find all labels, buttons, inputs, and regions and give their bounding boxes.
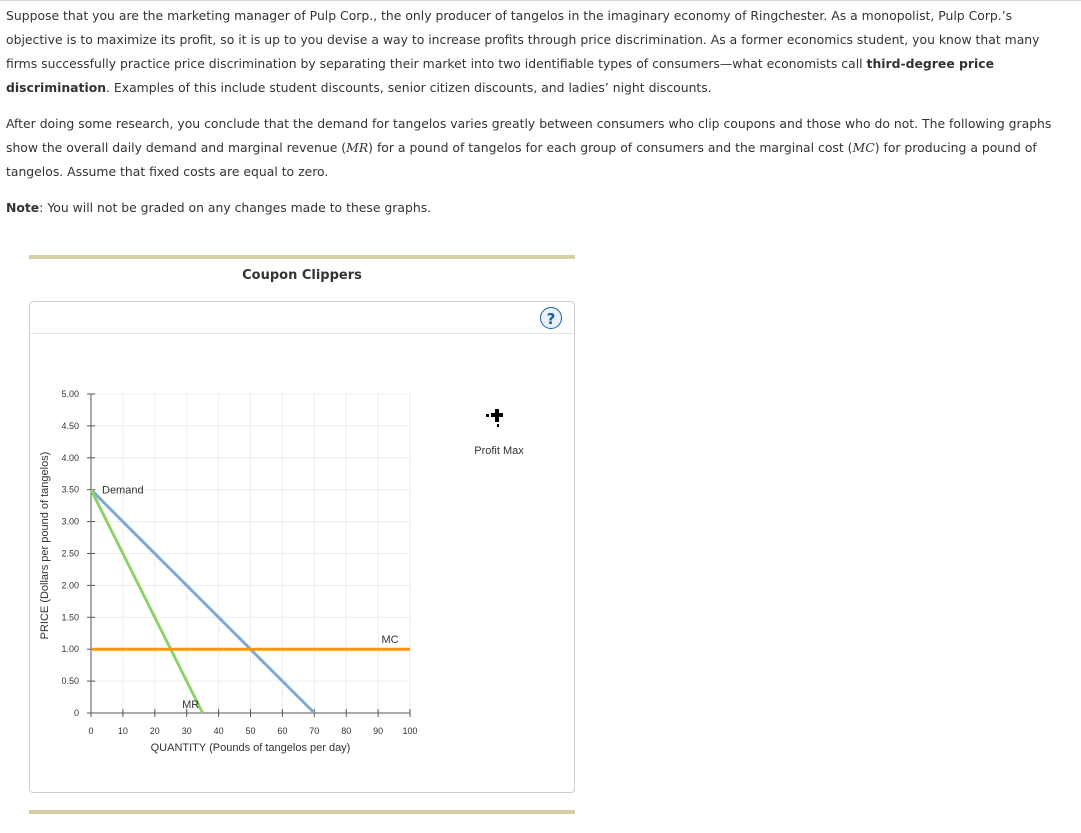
intro-paragraph-2: After doing some research, you conclude that the demand for tangelos varies greatly between consumers who clip coupons and those who do not. The following graphs show the overall daily demand and marginal revenue (MR) for a pound of tangelos for each group of consumers and the marginal cost (MC) for producing a pound of tangelos. Assume that fixed costs are equal to zero.: [6, 116, 1052, 179]
intro-paragraph-1: Suppose that you are the marketing manager of Pulp Corp., the only producer of tangelos in the imaginary economy of Ringchester. As a monopolist, Pulp Corp.’s objective is to maximize its profit, so it is up to you devise a way to increase profits through price discrimination. As a former economics student, you know that many firms successfully practice price discrimination by separating their market into two identifiable types of consumers—what economists call third-degree price discrimination. Examples of this include student discounts, senior citizen discounts, and ladies’ night discounts.: [6, 8, 1040, 95]
profit-max-label[interactable]: Profit Max: [474, 445, 524, 457]
x-tick-label: 70: [309, 726, 320, 736]
mr-label: MR: [182, 699, 200, 711]
x-axis-title: QUANTITY (Pounds of tangelos per day): [150, 742, 351, 754]
y-tick-label: 0: [73, 708, 79, 718]
x-tick-label: 90: [373, 726, 384, 736]
x-tick-label: 30: [181, 726, 192, 736]
note-label: Note: [6, 200, 40, 215]
tool-palette[interactable]: [474, 409, 524, 457]
y-tick-label: 4.50: [61, 420, 79, 431]
y-tick-label: 2.50: [61, 548, 79, 559]
y-tick-label: 3.00: [61, 516, 79, 527]
mr-symbol: MR: [346, 140, 369, 155]
mc-symbol: MC: [852, 140, 875, 155]
axes: [87, 394, 410, 717]
help-icon[interactable]: ?: [540, 307, 562, 329]
note-text: : You will not be graded on any changes made to these graphs.: [39, 200, 432, 215]
mr-curve[interactable]: [91, 490, 203, 713]
y-tick-label: 5.00: [61, 389, 79, 399]
mc-label: MC: [381, 634, 399, 647]
demand-label: Demand: [102, 484, 144, 497]
y-tick-label: 1.00: [61, 644, 79, 655]
demand-curve[interactable]: [91, 490, 314, 713]
x-tick-label: 10: [117, 726, 128, 736]
y-tick-label: 3.50: [61, 484, 79, 495]
x-tick-label: 20: [149, 726, 160, 736]
bold-term: third-degree price discrimination: [6, 56, 995, 95]
chart-title: Coupon Clippers: [242, 268, 362, 283]
y-tick-label: 1.50: [61, 612, 79, 623]
y-tick-label: 4.00: [61, 452, 79, 463]
x-tick-label: 60: [277, 726, 288, 736]
profit-max-plus-icon[interactable]: [486, 409, 503, 427]
grid: [91, 394, 410, 713]
y-axis-title: PRICE (Dollars per pound of tangelos): [39, 451, 51, 640]
graph-bottom-rule: [29, 810, 575, 814]
x-tick-label: 80: [341, 726, 352, 736]
x-tick-label: 100: [402, 726, 418, 736]
x-tick-label: 40: [213, 726, 224, 736]
y-tick-label: 0.50: [61, 676, 79, 687]
x-tick-label: 50: [245, 726, 256, 736]
labels: [39, 389, 418, 754]
x-tick-label: 0: [88, 726, 94, 736]
y-tick-label: 2.00: [61, 580, 79, 591]
